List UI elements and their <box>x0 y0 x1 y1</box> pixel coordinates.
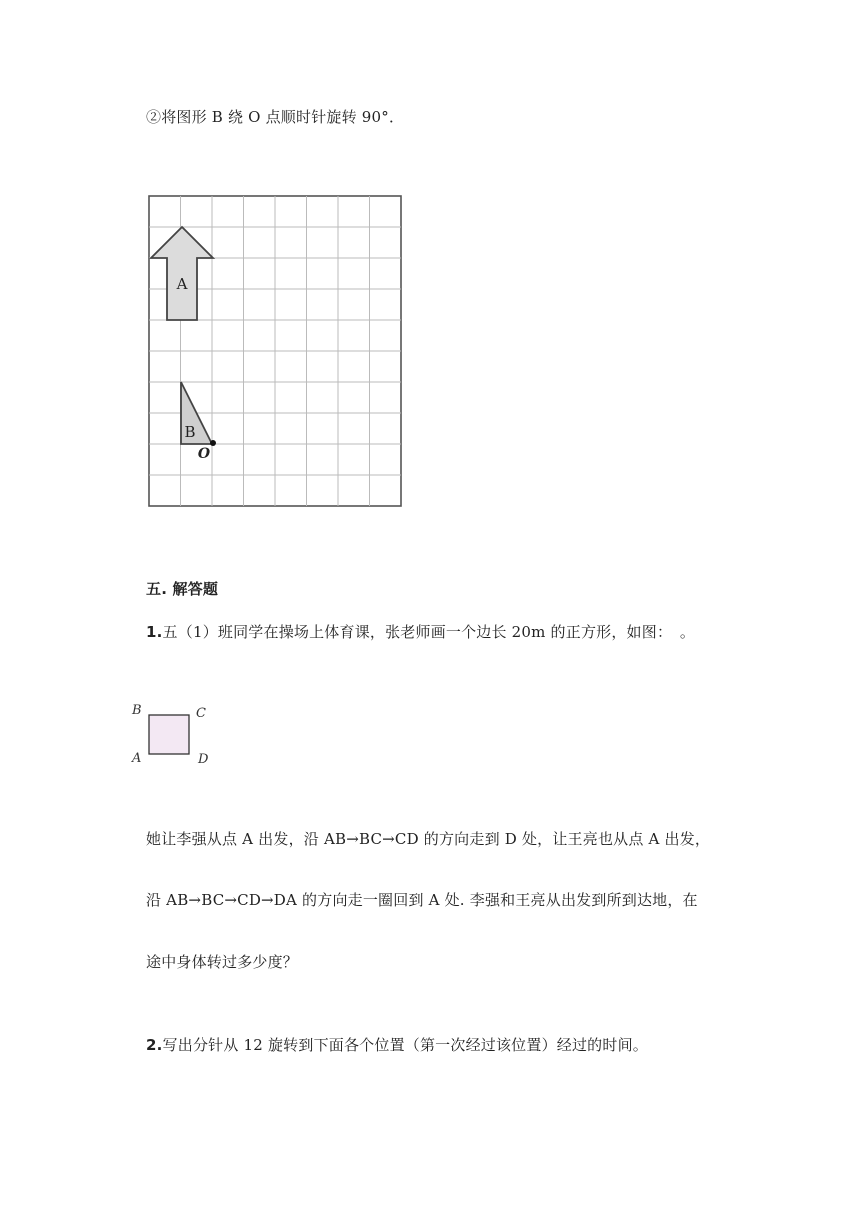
vertex-c-label: C <box>196 706 206 721</box>
instruction-rotate-b: ②将图形 B 绕 O 点顺时针旋转 90°． <box>146 108 405 126</box>
vertex-b-label: B <box>132 703 142 718</box>
question-2-text: 写出分针从 12 旋转到下面各个位置（第一次经过该位置）经过的时间。 <box>162 1036 648 1054</box>
shape-a-label: A <box>176 275 188 293</box>
shape-b-label: B <box>184 423 196 441</box>
section-title: 五. 解答题 <box>146 580 219 598</box>
question-1-line-3: 途中身体转过多少度？ <box>146 953 299 971</box>
square-figure <box>128 700 218 770</box>
question-1-line-1: 她让李强从点 A 出发，沿 AB→BC→CD 的方向走到 D 处，让王亮也从点 A 出发， <box>146 830 711 848</box>
question-1-line-2: 沿 AB→BC→CD→DA 的方向走一圈回到 A 处. 李强和王亮从出发到所到达地，在 <box>146 891 698 909</box>
vertex-a-label: A <box>132 751 142 766</box>
square-abcd <box>149 715 189 754</box>
question-2-number: 2. <box>146 1036 163 1054</box>
grid-figure <box>146 193 406 509</box>
question-1-intro <box>146 622 695 642</box>
point-o-dot <box>210 440 216 446</box>
question-1-intro-text: 五（1）班同学在操场上体育课，张老师画一个边长 20m 的正方形，如图： 。 <box>162 623 696 641</box>
question-1-number: 1. <box>146 623 163 641</box>
question-2 <box>146 1035 648 1055</box>
point-o-label: O <box>197 446 211 462</box>
vertex-d-label: D <box>198 752 209 767</box>
